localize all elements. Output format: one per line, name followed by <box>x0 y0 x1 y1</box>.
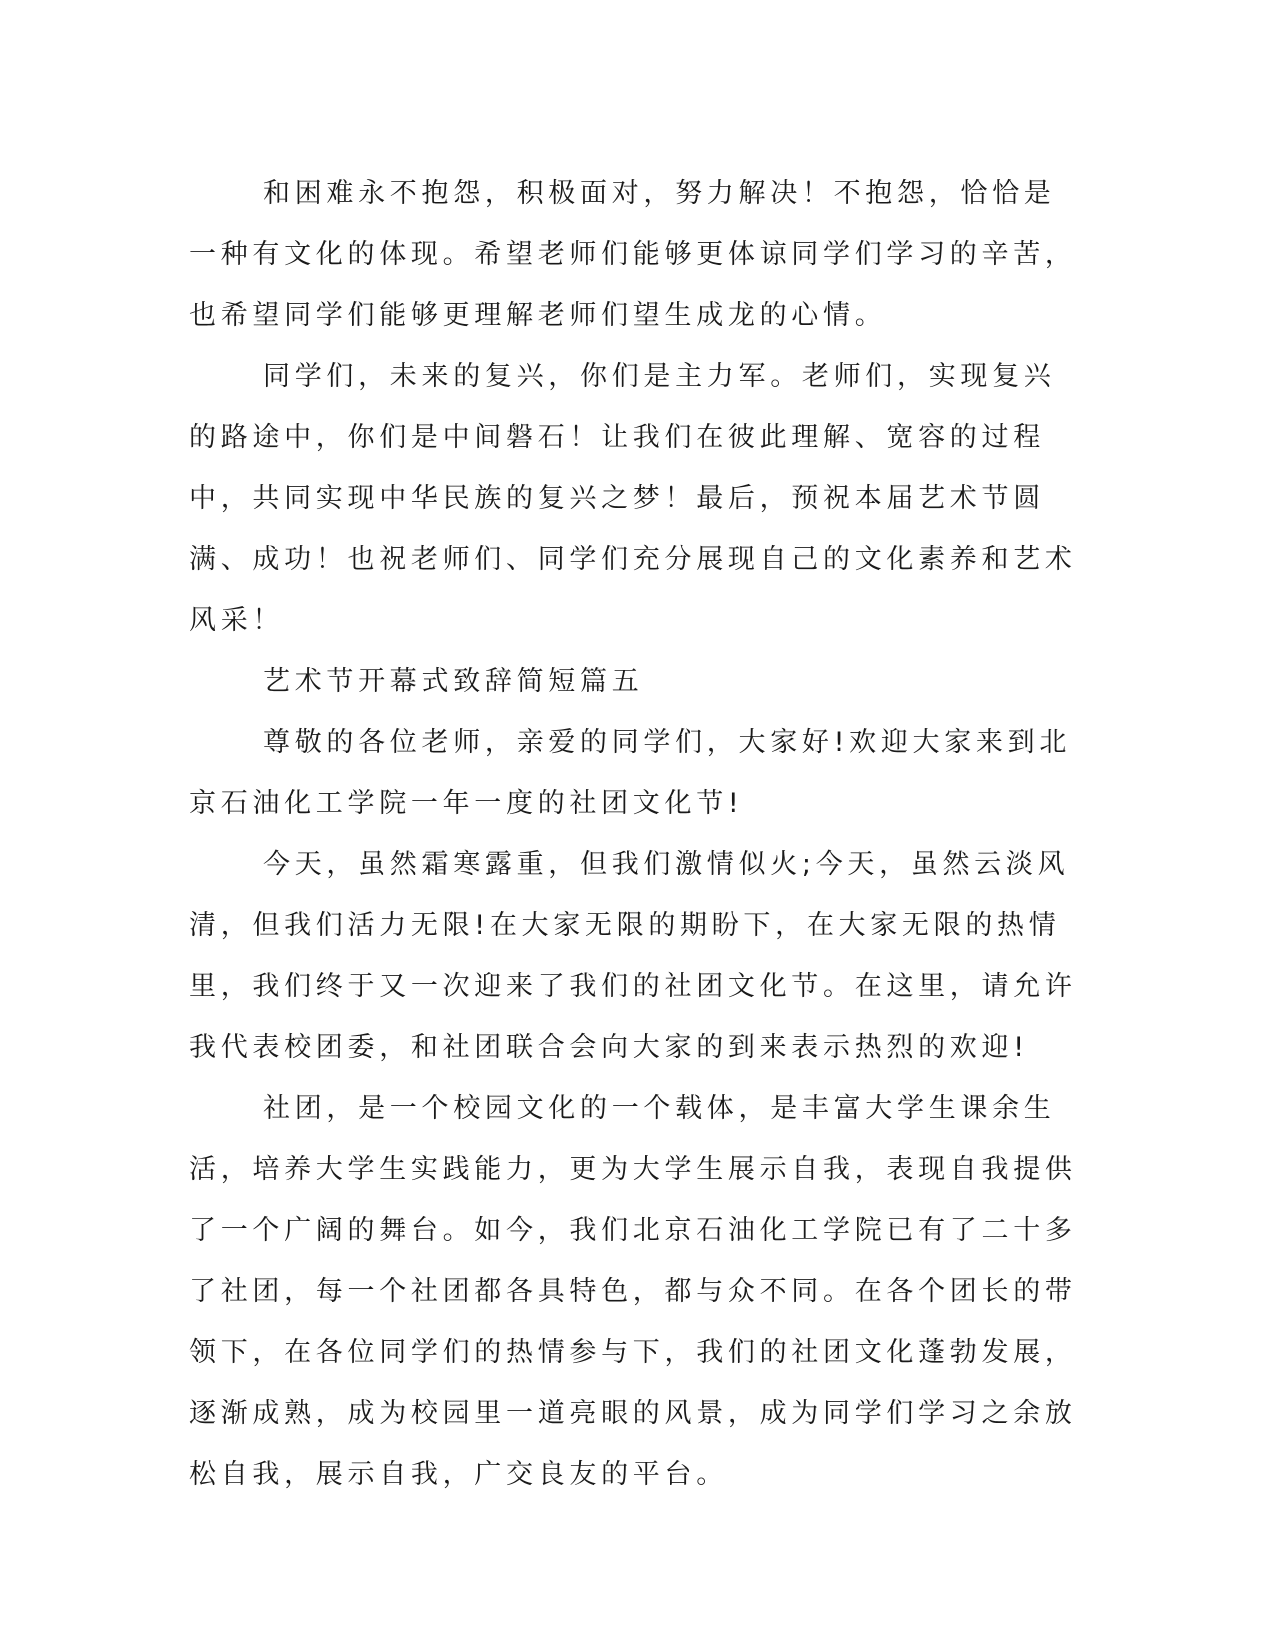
paragraph-1: 和困难永不抱怨，积极面对，努力解决！不抱怨，恰恰是一种有文化的体现。希望老师们能够更体谅同学们学习的辛苦，也希望同学们能够更理解老师们望生成龙的心情。 <box>189 178 1077 331</box>
paragraph-4: 今天，虽然霜寒露重，但我们激情似火;今天，虽然云淡风清，但我们活力无限!在大家无限的期盼下，在大家无限的热情里，我们终于又一次迎来了我们的社团文化节。在这里，请允许我代表校团委，和社团联合会向大家的到来表示热烈的欢迎! <box>189 849 1077 1063</box>
paragraph-3: 尊敬的各位老师，亲爱的同学们，大家好!欢迎大家来到北京石油化工学院一年一度的社团文化节! <box>189 727 1072 819</box>
paragraph-5: 社团，是一个校园文化的一个载体，是丰富大学生课余生活，培养大学生实践能力，更为大学生展示自我，表现自我提供了一个广阔的舞台。如今，我们北京石油化工学院已有了二十多了社团，每一个社团都各具特色，都与众不同。在各个团长的带领下，在各位同学们的热情参与下，我们的社团文化蓬勃发展，逐渐成熟，成为校园里一道亮眼的风景，成为同学们学习之余放松自我，展示自我，广交良友的平台。 <box>189 1093 1077 1490</box>
document-body <box>189 163 1079 1505</box>
section-heading: 艺术节开幕式致辞简短篇五 <box>263 666 644 697</box>
paragraph-2: 同学们，未来的复兴，你们是主力军。老师们，实现复兴的路途中，你们是中间磐石！让我们在彼此理解、宽容的过程中，共同实现中华民族的复兴之梦！最后，预祝本届艺术节圆满、成功！也祝老师们、同学们充分展现自己的文化素养和艺术风采！ <box>189 361 1077 636</box>
